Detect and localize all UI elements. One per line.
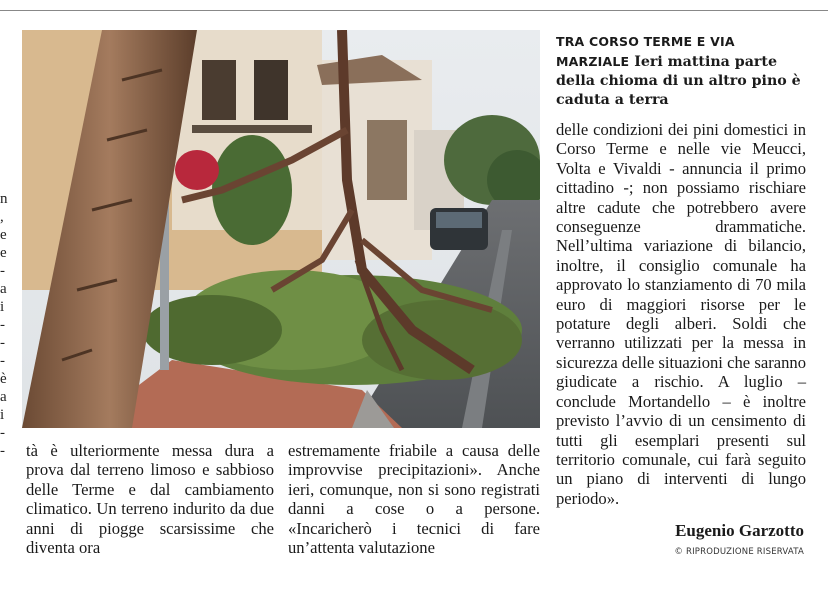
photo-fallen-pine xyxy=(22,30,540,428)
left-fragment: n xyxy=(0,191,8,207)
article-column-1-text: tà è ulteriormente messa dura a prova dal terreno limoso e sabbioso delle Terme e dal cambiamento climatico. Un terreno indurito da due anni di piogge scarsissime che diventa ora xyxy=(26,441,274,558)
left-fragment: a xyxy=(0,389,7,405)
photo-caption xyxy=(556,32,806,110)
caption-kicker: TRA CORSO TERME E VIA MARZIALE xyxy=(556,34,735,69)
author-signature: Eugenio Garzotto xyxy=(675,521,804,540)
caption-text: Ieri mattina parte della chioma di un altro pino è caduta a terra xyxy=(556,54,801,108)
copyright-notice: © RIPRODUZIONE RISERVATA xyxy=(674,547,804,557)
left-fragment: - xyxy=(0,335,5,351)
article-column-2 xyxy=(288,441,540,557)
left-fragment: e xyxy=(0,227,7,243)
article-column-3 xyxy=(556,120,806,508)
article-column-1 xyxy=(26,441,274,557)
left-fragment: - xyxy=(0,443,5,459)
left-fragment: i xyxy=(0,407,5,423)
article-column-2-text: estremamente friabile a causa delle improvvise precipitazioni». Anche ieri, comunque, non si sono registrati danni a cose o a persone. «Incaricherò i tecnici di fare un’attenta valutazione xyxy=(288,441,540,558)
left-fragment: è xyxy=(0,371,7,387)
left-fragment: , xyxy=(0,209,4,225)
left-fragment: - xyxy=(0,263,5,279)
left-fragment: e xyxy=(0,245,7,261)
left-fragment: - xyxy=(0,353,5,369)
left-fragment: - xyxy=(0,425,5,441)
top-rule xyxy=(0,10,828,11)
left-column-fragments xyxy=(0,190,8,550)
article-column-3-text: delle condizioni dei pini domestici in Corso Terme e nelle vie Meucci, Volta e Vivaldi - annuncia il primo cittadino -; non possiamo rischiare altre cadute che potrebbero avere conseguenze drammatiche. Nell’ultima variazione di bilancio, inoltre, il consiglio comunale ha approvato lo stanziamento di 70 mila euro di maggiori risorse per le potature degli alberi. Soldi che verranno utilizzati per la messa in sicurezza delle situazioni che saranno giudicate a rischio. A luglio – conclude Mortandello – è inoltre previsto l’avvio di un censimento di tutti gli esemplari presenti sul territorio comunale, cui farà seguito un piano di interventi di lungo periodo». xyxy=(556,120,806,508)
left-fragment: a xyxy=(0,281,7,297)
news-photo xyxy=(22,30,540,428)
left-fragment: i xyxy=(0,299,5,315)
left-fragment: - xyxy=(0,317,5,333)
